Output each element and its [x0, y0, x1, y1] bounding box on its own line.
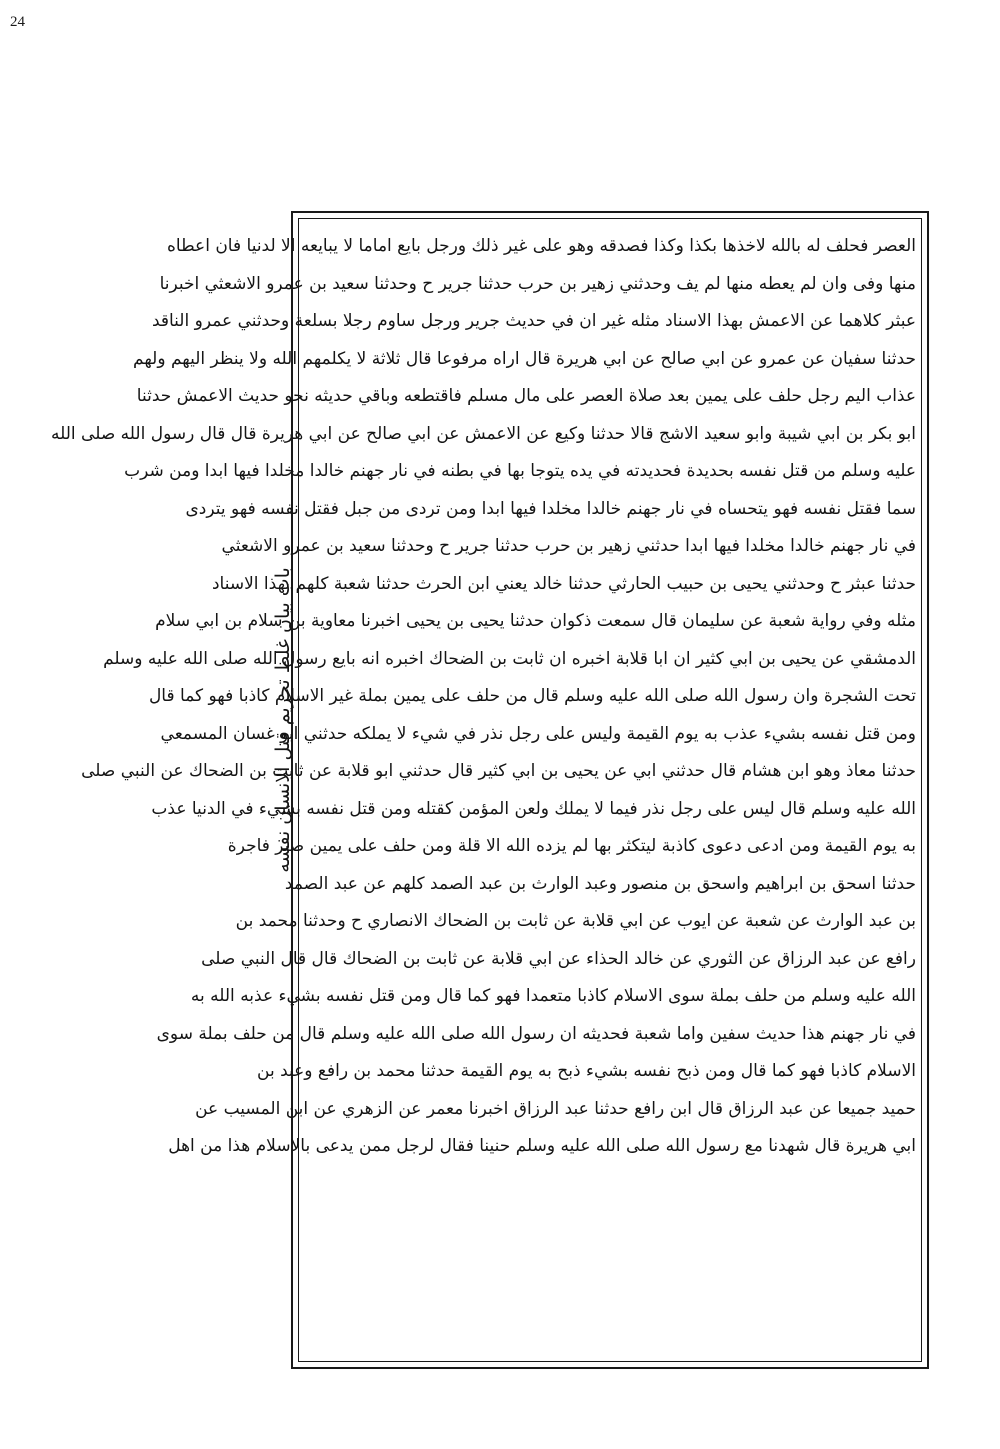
text-line: ابو بكر بن ابي شيبة وابو سعيد الاشج قالا حدثنا وكيع عن الاعمش عن ابي صالح عن ابي هريرة قال قال رسول الله صلى الله: [51, 423, 916, 444]
text-line: حدثنا معاذ وهو ابن هشام قال حدثني ابي عن يحيى بن ابي كثير قال حدثني ابو قلابة عن ثابت بن الضحاك عن النبي صلى: [81, 761, 916, 781]
text-line: بن عبد الوارث عن شعبة عن ايوب عن ابي قلابة عن ثابت بن الضحاك الانصاري ح وحدثنا محمد بن: [235, 911, 916, 931]
text-line: الله عليه وسلم من حلف بملة سوى الاسلام كاذبا متعمدا فهو كما قال ومن قتل نفسه بشيء عذبه الله به: [190, 986, 916, 1006]
text-line: منها وفى وان لم يعطه منها لم يف وحدثني زهير بن حرب حدثنا جرير ح وحدثنا سعيد بن عمرو الاشعثي اخبرنا: [159, 273, 916, 294]
text-line: حدثنا عبثر ح وحدثني يحيى بن حبيب الحارثي حدثنا خالد يعني ابن الحرث حدثنا شعبة كلهم بهذا الاسناد: [211, 573, 916, 594]
text-line: به يوم القيمة ومن ادعى دعوى كاذبة ليتكثر بها لم يزده الله الا قلة ومن حلف على يمين صبر فاجرة: [227, 836, 916, 856]
text-line: حميد جميعا عن عبد الرزاق قال ابن رافع حدثنا عبد الرزاق اخبرنا معمر عن الزهري عن ابن المسيب عن: [195, 1098, 916, 1119]
text-line: حدثنا سفيان عن عمرو عن ابي صالح عن ابي هريرة قال اراه مرفوعا قال ثلاثة لا يكلمهم الله ولا ينظر اليهم ولهم: [133, 348, 916, 369]
margin-heading-text: باب بيان غلظ تحريم قتل الانسان نفسه: [272, 567, 294, 873]
text-line: الله عليه وسلم قال ليس على رجل نذر فيما لا يملك ولعن المؤمن كقتله ومن قتل نفسه بشيء في الدنيا عذب: [151, 798, 916, 819]
text-line: عذاب اليم رجل حلف على يمين بعد صلاة العصر على مال مسلم فاقتطعه وباقي حديثه نحو حديث الاعمش حدثنا: [136, 386, 916, 406]
text-line: العصر فحلف له بالله لاخذها بكذا وكذا فصدقه وهو على غير ذلك ورجل بايع اماما لا يبايعه الا لدنيا فان اعطاه: [167, 236, 916, 256]
text-line: سما فقتل نفسه فهو يتحساه في نار جهنم خالدا مخلدا فيها ابدا ومن تردى من جبل فقتل نفسه فهو يتردى: [185, 498, 916, 519]
text-line: عبثر كلاهما عن الاعمش بهذا الاسناد مثله غير ان في حديث جرير ورجل ساوم رجلا بسلعة وحدثني عمرو الناقد: [151, 311, 916, 331]
text-line: ابي هريرة قال شهدنا مع رسول الله صلى الله عليه وسلم حنينا فقال لرجل ممن يدعى بالاسلام هذا من اهل: [168, 1136, 916, 1156]
text-line: رافع عن عبد الرزاق عن الثوري عن خالد الحذاء عن ابي قلابة عن ثابت بن الضحاك قال قال النبي صلى: [201, 948, 916, 969]
text-line: الدمشقي عن يحيى بن ابي كثير ان ابا قلابة اخبره ان ثابت بن الضحاك اخبره انه بايع رسول الله صلى الله عليه وسلم: [103, 648, 916, 669]
text-line: مثله وفي رواية شعبة عن سليمان قال سمعت ذكوان حدثنا يحيى بن يحيى اخبرنا معاوية بن سلام بن ابي سلام: [155, 611, 916, 631]
text-line: في نار جهنم خالدا مخلدا فيها ابدا حدثني زهير بن حرب حدثنا جرير ح وحدثنا سعيد بن عمرو الاشعثي: [221, 536, 916, 556]
text-line: عليه وسلم من قتل نفسه بحديدة فحديدته في يده يتوجا بها في بطنه في نار جهنم خالدا مخلدا فيها ابدا ومن شرب: [124, 461, 916, 481]
text-line: الاسلام كاذبا فهو كما قال ومن ذبح نفسه بشيء ذبح به يوم القيمة حدثنا محمد بن رافع وعبد بن: [257, 1061, 916, 1081]
page-number: 24: [10, 14, 25, 30]
text-line: تحت الشجرة وان رسول الله صلى الله عليه وسلم قال من حلف على يمين بملة غير الاسلام كاذبا فهو كما قال: [148, 686, 916, 706]
text-line: حدثنا اسحق بن ابراهيم واسحق بن منصور وعبد الوارث بن عبد الصمد كلهم عن عبد الصمد: [284, 873, 916, 894]
text-line: في نار جهنم هذا حديث سفين واما شعبة فحديثه ان رسول الله صلى الله عليه وسلم قال من حلف بملة سوى: [156, 1023, 916, 1044]
text-line: ومن قتل نفسه بشيء عذب به يوم القيمة وليس على رجل نذر في شيء لا يملكه حدثني ابو غسان المسمعي: [160, 723, 916, 744]
